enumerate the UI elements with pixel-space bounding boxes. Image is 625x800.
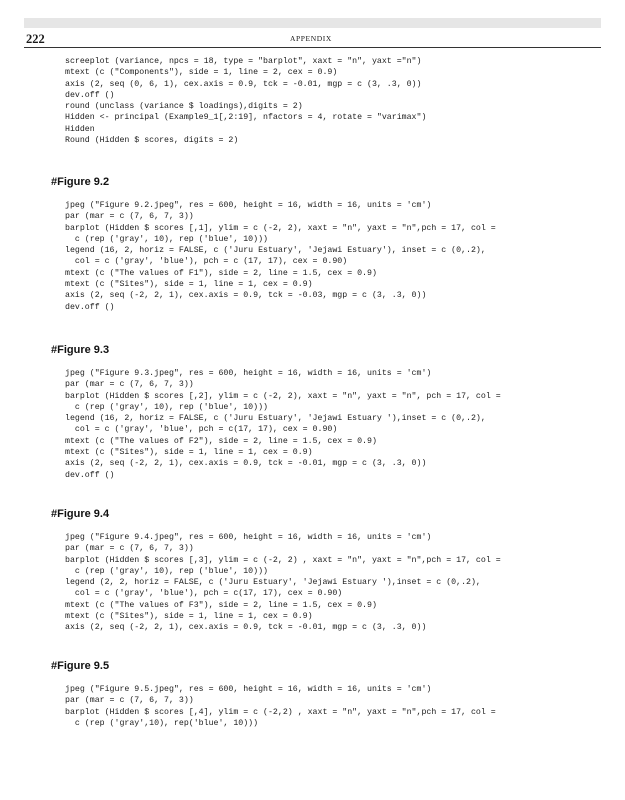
code-line: mtext (c ("The values of F2"), side = 2, line = 1.5, cex = 0.9) — [65, 436, 377, 446]
code-line: legend (2, 2, horiz = FALSE, c ('Juru Estuary', 'Jejawi Estuary '),inset = c (0,.2), — [65, 578, 481, 588]
code-line: mtext (c ("Sites"), side = 1, line = 1, cex = 0.9) — [65, 612, 313, 622]
code-line: Hidden <- principal (Example9_1[,2:19], nfactors = 4, rotate = "varimax") — [65, 113, 427, 123]
code-line: Round (Hidden $ scores, digits = 2) — [65, 136, 239, 146]
code-line: legend (16, 2, horiz = FALSE, c ('Juru Estuary', 'Jejawi Estuary '),inset = c (0,.2), — [65, 414, 486, 424]
code-line: mtext (c ("The values of F1"), side = 2, line = 1.5, cex = 0.9) — [65, 268, 377, 278]
code-line: par (mar = c (7, 6, 7, 3)) — [65, 544, 194, 554]
code-line: jpeg ("Figure 9.5.jpeg", res = 600, height = 16, width = 16, units = 'cm') — [65, 685, 432, 694]
code-line: axis (2, seq (-2, 2, 1), cex.axis = 0.9, tck = -0.01, mgp = c (3, .3, 0)) — [65, 459, 427, 469]
code-line: axis (2, seq (-2, 2, 1), cex.axis = 0.9, tck = -0.03, mgp = c (3, .3, 0)) — [65, 291, 427, 301]
code-line: round (unclass (variance $ loadings),digits = 2) — [65, 102, 303, 112]
code-line: mtext (c ("Components"), side = 1, line = 2, cex = 0.9) — [65, 68, 338, 78]
code-line: par (mar = c (7, 6, 7, 3)) — [65, 696, 194, 706]
code-line: jpeg ("Figure 9.4.jpeg", res = 600, height = 16, width = 16, units = 'cm') — [65, 533, 432, 542]
code-line: c (rep ('gray',10), rep('blue', 10))) — [65, 718, 259, 728]
code-line: jpeg ("Figure 9.3.jpeg", res = 600, height = 16, width = 16, units = 'cm') — [65, 369, 432, 378]
header-rule — [24, 47, 601, 48]
section-heading-figure-9-2: #Figure 9.2 — [51, 176, 110, 188]
code-line: dev.off () — [65, 302, 115, 312]
code-line: col = c ('gray', 'blue'), pch = c(17, 17), cex = 0.90) — [65, 589, 343, 599]
code-line: barplot (Hidden $ scores [,2], ylim = c (-2, 2), xaxt = "n", yaxt = "n", pch = 17, col = — [65, 391, 501, 401]
code-line: c (rep ('gray', 10), rep ('blue', 10))) — [65, 234, 268, 244]
code-line: barplot (Hidden $ scores [,3], ylim = c (-2, 2) , xaxt = "n", yaxt = "n",pch = 17, col = — [65, 555, 501, 565]
code-line: jpeg ("Figure 9.2.jpeg", res = 600, height = 16, width = 16, units = 'cm') — [65, 201, 432, 210]
code-line: legend (16, 2, horiz = FALSE, c ('Juru Estuary', 'Jejawi Estuary'), inset = c (0,.2), — [65, 246, 486, 256]
code-line: barplot (Hidden $ scores [,4], ylim = c (-2,2) , xaxt = "n", yaxt = "n",pch = 17, col = — [65, 707, 496, 717]
code-line: col = c ('gray', 'blue', pch = c(17, 17), cex = 0.90) — [65, 425, 338, 435]
code-line: col = c ('gray', 'blue'), pch = c (17, 17), cex = 0.90) — [65, 257, 348, 267]
code-line: screeplot (variance, npcs = 18, type = "barplot", xaxt = "n", yaxt ="n") — [65, 57, 422, 66]
code-line: c (rep ('gray', 10), rep ('blue', 10))) — [65, 402, 268, 412]
code-line: mtext (c ("The values of F3"), side = 2, line = 1.5, cex = 0.9) — [65, 600, 377, 610]
code-line: c (rep ('gray', 10), rep ('blue', 10))) — [65, 566, 268, 576]
section-heading-figure-9-5: #Figure 9.5 — [51, 660, 110, 672]
code-line: dev.off () — [65, 90, 115, 100]
code-line: dev.off () — [65, 470, 115, 480]
code-block-preamble — [65, 56, 426, 146]
code-line: par (mar = c (7, 6, 7, 3)) — [65, 212, 194, 222]
code-line: par (mar = c (7, 6, 7, 3)) — [65, 380, 194, 390]
code-block-figure-9-2 — [65, 200, 496, 313]
code-line: axis (2, seq (-2, 2, 1), cex.axis = 0.9, tck = -0.01, mgp = c (3, .3, 0)) — [65, 623, 427, 633]
page-number: 222 — [26, 32, 45, 46]
code-block-figure-9-3 — [65, 368, 501, 481]
code-block-figure-9-5 — [65, 684, 496, 729]
header-band — [24, 18, 601, 28]
code-line: Hidden — [65, 124, 95, 134]
section-heading-figure-9-3: #Figure 9.3 — [51, 344, 110, 356]
code-line: barplot (Hidden $ scores [,1], ylim = c (-2, 2), xaxt = "n", yaxt = "n",pch = 17, col = — [65, 223, 496, 233]
code-block-figure-9-4 — [65, 532, 501, 634]
code-line: mtext (c ("Sites"), side = 1, line = 1, cex = 0.9) — [65, 448, 313, 458]
section-heading-figure-9-4: #Figure 9.4 — [51, 508, 110, 520]
code-line: axis (2, seq (0, 6, 1), cex.axis = 0.9, tck = -0.01, mgp = c (3, .3, 0)) — [65, 79, 422, 89]
code-line: mtext (c ("Sites"), side = 1, line = 1, cex = 0.9) — [65, 280, 313, 290]
running-head: APPENDIX — [290, 34, 332, 43]
